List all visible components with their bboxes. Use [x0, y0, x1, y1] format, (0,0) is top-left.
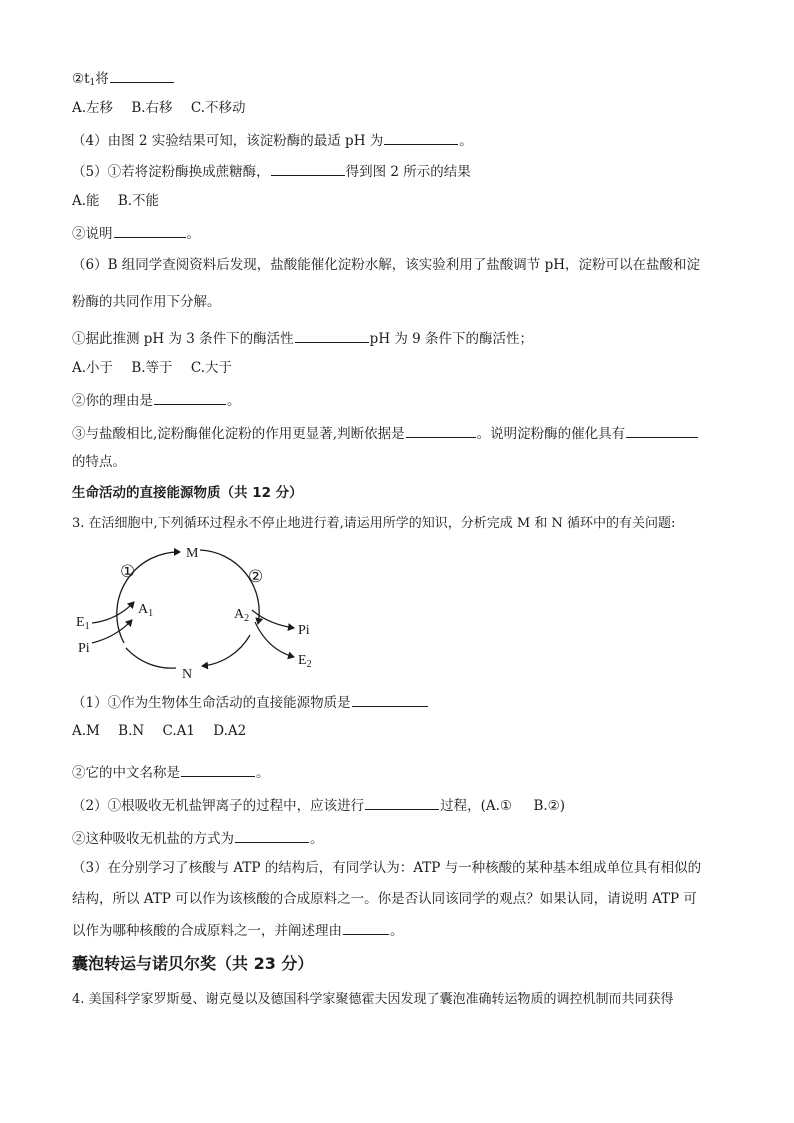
answer-blank[interactable]: [384, 130, 458, 145]
answer-blank[interactable]: [235, 828, 309, 843]
q2-p6-options: [72, 359, 734, 377]
option: B.N: [118, 723, 145, 739]
section3-q3-line2: 结构，所以 ATP 可以作为该核酸的合成原料之一。你是否认同该同学的观点？如果认同，请说明 ATP 可: [72, 891, 697, 907]
q2-t1-question: $②t_1$将: [72, 68, 734, 92]
atp-cycle-diagram: [72, 540, 332, 685]
answer-blank[interactable]: [181, 762, 255, 777]
answer-blank[interactable]: [343, 920, 389, 935]
q2-p6-line2: 粉酶的共同作用下分解。: [72, 294, 221, 310]
label-n: N: [182, 667, 193, 682]
option: A.M: [72, 723, 100, 739]
option: A.小于: [72, 360, 114, 376]
label-pi-left: Pi: [78, 641, 90, 656]
section3-intro: 3. 在活细胞中,下列循环过程永不停止地进行着,请运用所学的知识，分析完成 M 和 N 循环中的有关问题:: [72, 516, 676, 531]
answer-blank[interactable]: [154, 390, 226, 405]
option: C.大于: [190, 360, 232, 376]
answer-blank[interactable]: [114, 223, 186, 238]
label-step-2: ②: [248, 567, 264, 586]
q2-p6-q3: ③与盐酸相比,淀粉酶催化淀粉的作用更显著,判断依据是 。说明淀粉酶的催化具有: [72, 423, 734, 443]
section4-intro: 4. 美国科学家罗斯曼、谢克曼以及德国科学家聚德霍夫因发现了囊泡准确转运物质的调控机制而共同获得: [72, 992, 674, 1007]
answer-blank[interactable]: [110, 68, 174, 83]
section3-q2: （2）①根吸收无机盐钾离子的过程中，应该进行 过程，(A.① B.②): [72, 795, 734, 815]
answer-blank[interactable]: [365, 795, 439, 810]
q2-p6-reason: ②你的理由是 。: [72, 390, 734, 410]
option: A.左移: [72, 100, 114, 116]
q2-t1-options: [72, 99, 734, 117]
q2-p5-explain: ②说明 。: [72, 223, 734, 243]
cycle-arc-right-top: [200, 550, 259, 624]
label-e1: $E_1$: [76, 615, 90, 632]
q2-p6-line1: （6）B 组同学查阅资料后发现，盐酸能催化淀粉水解，该实验利用了盐酸调节 pH，淀粉可以在盐酸和淀: [72, 257, 701, 273]
answer-blank[interactable]: [406, 423, 476, 438]
cycle-arc-left-bottom: [126, 648, 176, 668]
option: B.等于: [131, 360, 173, 376]
q2-p5: （5）①若将淀粉酶换成蔗糖酶， 得到图 2 所示的结果: [72, 161, 734, 181]
option: A.能: [72, 193, 100, 209]
arrow-e1-in: [92, 602, 134, 623]
label-a1: $A_1$: [138, 602, 154, 619]
option: C.不移动: [190, 100, 246, 116]
label-e2: $E_2$: [298, 653, 312, 670]
answer-blank[interactable]: [352, 692, 428, 707]
label-step-1: ①: [120, 562, 136, 581]
section3-q1: （1）①作为生物体生命活动的直接能源物质是: [72, 692, 734, 712]
section3-q3-line1: （3）在分别学习了核酸与 ATP 的结构后，有同学认为：ATP 与一种核酸的某种基本组成单位具有相似的: [72, 860, 702, 876]
answer-blank[interactable]: [271, 161, 345, 176]
option: D.A2: [213, 723, 247, 739]
q2-p6-q1: ①据此推测 pH 为 3 条件下的酶活性 pH 为 9 条件下的酶活性；: [72, 328, 734, 348]
q2-p4: （4）由图 2 实验结果可知，该淀粉酶的最适 pH 为 。: [72, 130, 734, 150]
section3-title: 生命活动的直接能源物质（共 12 分）: [72, 485, 303, 501]
section3-q3-line3: 以作为哪种核酸的合成原料之一，并阐述理由 。: [72, 920, 734, 940]
section4-title: 囊泡转运与诺贝尔奖（共 23 分）: [72, 954, 314, 973]
option: B.不能: [117, 193, 160, 209]
option: B.右移: [131, 100, 173, 116]
answer-blank[interactable]: [626, 423, 698, 438]
section3-q1-options: [72, 722, 734, 740]
label-pi-right: Pi: [298, 623, 310, 638]
q2-p5-options: [72, 192, 734, 210]
cycle-arc-right-bottom: [202, 635, 250, 666]
arrow-pi-in: [92, 620, 132, 643]
label-m: M: [186, 546, 199, 561]
option: C.A1: [162, 723, 195, 739]
section3-q2-method: ②这种吸收无机盐的方式为 。: [72, 828, 734, 848]
label-a2: $A_2$: [234, 607, 250, 624]
section3-q1-name: ②它的中文名称是 。: [72, 762, 734, 782]
answer-blank[interactable]: [295, 328, 369, 343]
q2-p6-q3-end: 的特点。: [72, 454, 126, 470]
